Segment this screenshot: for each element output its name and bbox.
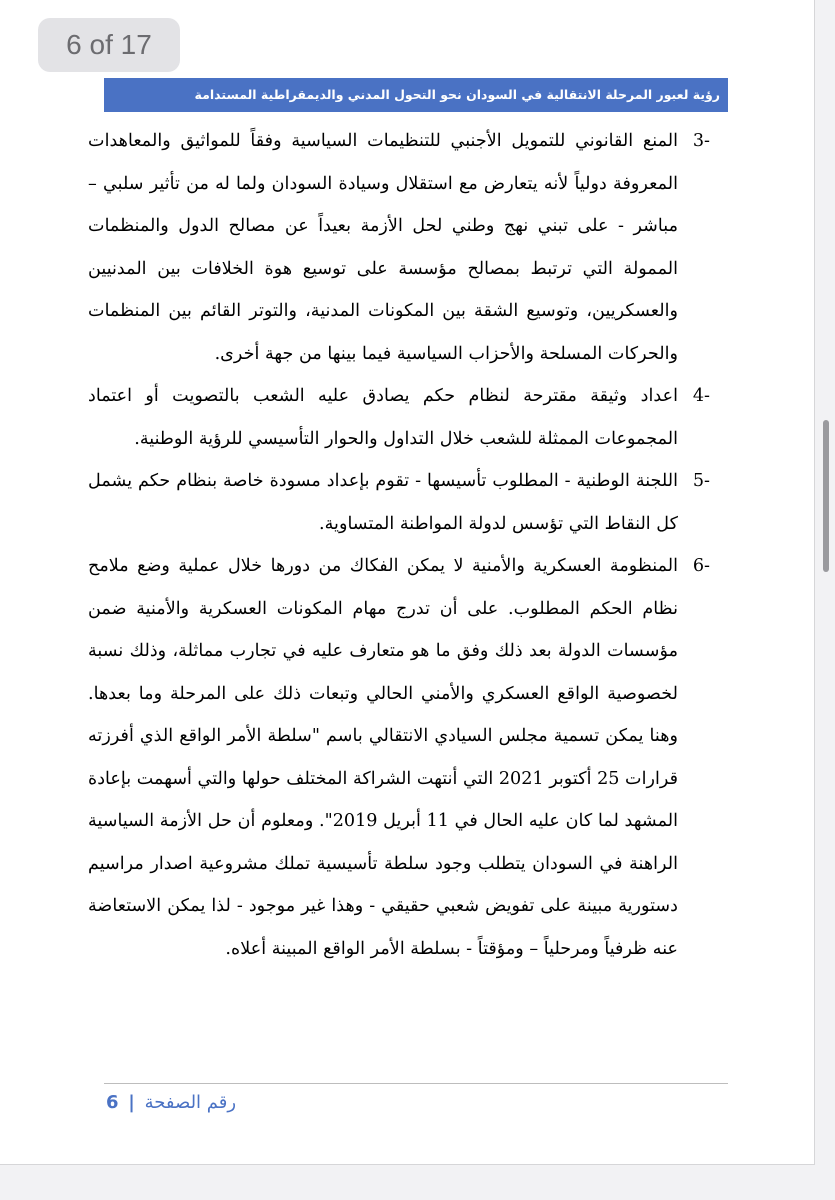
footer-page-number: 6 xyxy=(106,1092,119,1113)
footer-divider xyxy=(104,1083,728,1084)
item-number: 6- xyxy=(692,556,710,576)
page-footer xyxy=(106,1088,236,1118)
item-text: المنع القانوني للتمويل الأجنبي للتنظيمات السياسية وفقاً للمواثيق والمعاهدات المعروفة دولياً لأنه يتعارض مع استقلال وسيادة السودان ولما له من تأثير سلبي – مباشر - على تبني نهج وطني لحل الأزمة بعيداً عن مصالح الدول والمنظمات الممولة التي ترتبط بمصالح مؤسسة على توسيع هوة الخلافات بين المدنيين والعسكريين، وتوسيع الشقة بين المكونات المدنية، والتوتر القائم بين المنظمات والحركات المسلحة والأحزاب السياسية فيما بينها من جهة أخرى. xyxy=(88,131,678,364)
item-number: 4- xyxy=(692,386,710,406)
footer-separator: | xyxy=(128,1092,135,1113)
vertical-scrollbar[interactable] xyxy=(823,420,829,572)
list-item xyxy=(88,460,710,545)
item-text: اعداد وثيقة مقترحة لنظام حكم يصادق عليه الشعب بالتصويت أو اعتماد المجموعات الممثلة للشعب خلال التداول والحوار التأسيسي للرؤية الوطنية. xyxy=(88,386,678,449)
item-text: المنظومة العسكرية والأمنية لا يمكن الفكاك من دورها خلال عملية وضع ملامح نظام الحكم المطلوب. على أن تدرج مهام المكونات العسكرية والأمنية ضمن مؤسسات الدولة بعد ذلك وفق ما هو متعارف عليه في تجارب مماثلة، وذلك نسبة لخصوصية الواقع العسكري والأمني الحالي وتبعات ذلك على المرحلة وما بعدها. وهنا يمكن تسمية مجلس السيادي الانتقالي باسم "سلطة الأمر الواقع الذي أفرزته قرارات 25 أكتوبر 2021 التي أنتهت الشراكة المختلف حولها والتي أسهمت بإعادة المشهد لما كان عليه الحال في 11 أبريل 2019". ومعلوم أن حل الأزمة السياسية الراهنة في السودان يتطلب وجود سلطة تأسيسية تملك مشروعية اصدار مراسيم دستورية مبينة على تفويض شعبي حقيقي - وهذا غير موجود - لذا يمكن الاستعاضة عنه ظرفياً ومرحلياً – ومؤقتاً - بسلطة الأمر الواقع المبينة أعلاه. xyxy=(88,556,679,959)
page-counter-text: 6 of 17 xyxy=(66,29,152,60)
item-number: 5- xyxy=(692,471,710,491)
header-band xyxy=(104,78,728,112)
page-body xyxy=(88,120,710,970)
list-item xyxy=(88,545,710,970)
list-item xyxy=(88,120,710,375)
item-text: اللجنة الوطنية - المطلوب تأسيسها - تقوم بإعداد مسودة خاصة بنظام حكم يشمل كل النقاط التي تؤسس لدولة المواطنة المتساوية. xyxy=(88,471,678,534)
page-counter-badge xyxy=(38,18,180,72)
item-number: 3- xyxy=(692,131,710,151)
header-title: رؤية لعبور المرحلة الانتقالية في السودان نحو التحول المدني والديمقراطية المستدامة xyxy=(194,87,720,102)
footer-label: رقم الصفحة xyxy=(144,1092,237,1113)
list-item xyxy=(88,375,710,460)
